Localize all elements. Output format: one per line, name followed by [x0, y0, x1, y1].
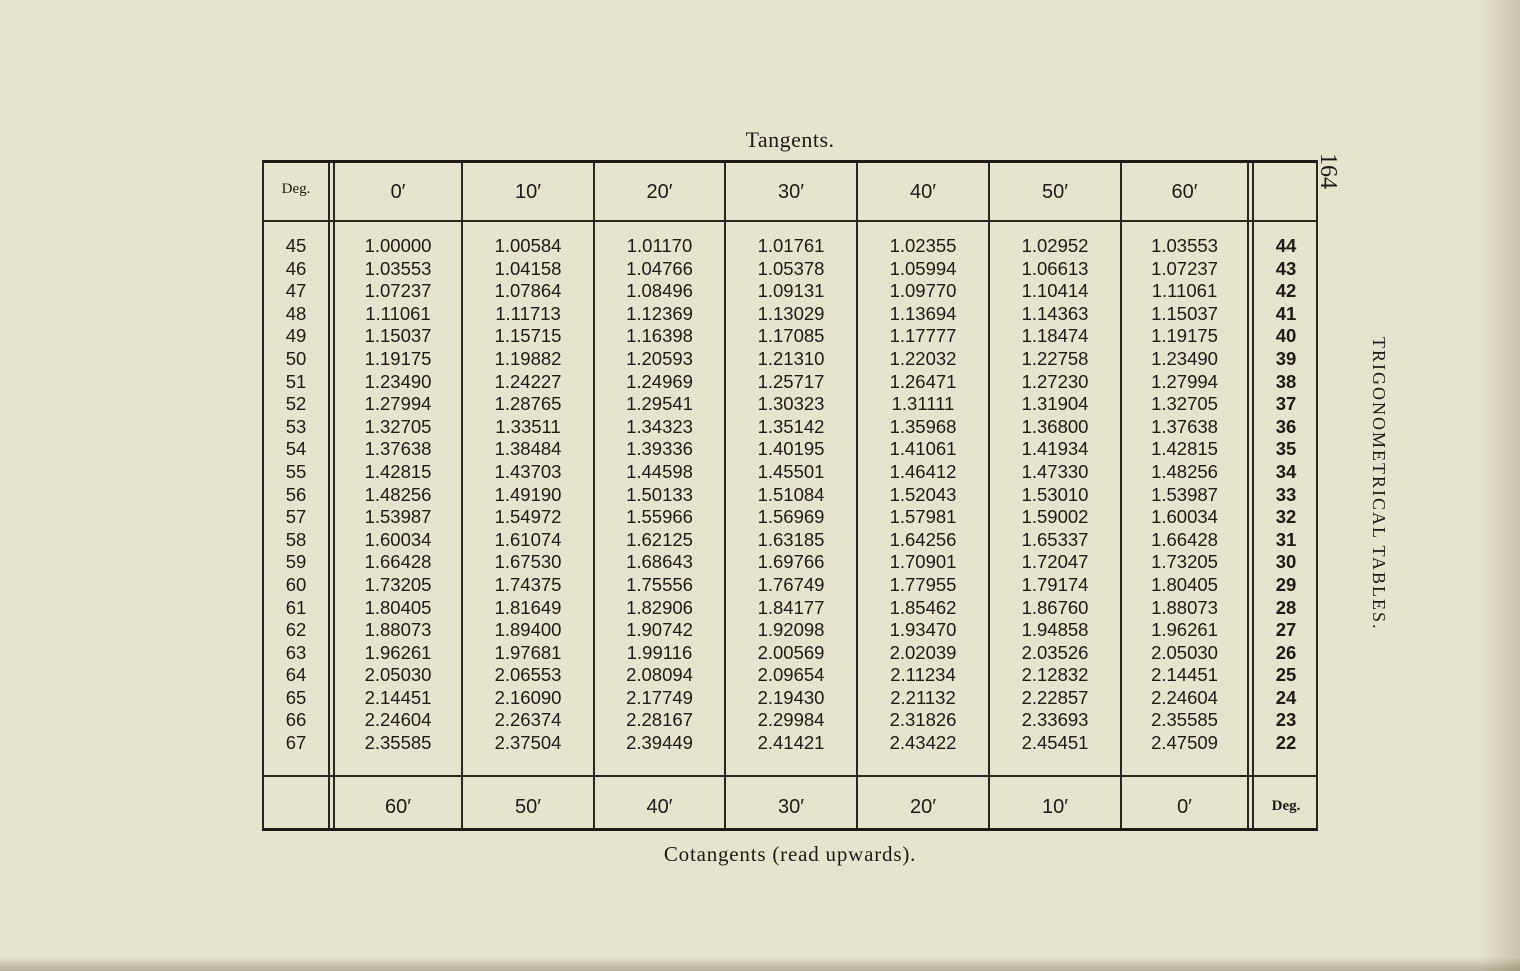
- table-cell: 1.15715: [494, 325, 562, 347]
- table-cell: 1.66428: [1151, 528, 1218, 550]
- table-cell: 1.93470: [889, 619, 957, 641]
- table-cell: 1.11061: [365, 302, 431, 324]
- table-cell: 1.23490: [364, 370, 432, 392]
- table-cell: 1.89400: [494, 619, 562, 641]
- table-cell: 1.42815: [364, 460, 432, 482]
- table-cell: 2.33693: [1021, 709, 1089, 731]
- table-cell: 1.27230: [1021, 370, 1089, 392]
- table-cell: 1.24227: [494, 370, 562, 392]
- table-cell: 1.19882: [494, 347, 562, 369]
- table-cell: 1.88073: [1151, 596, 1218, 618]
- table-cell: 1.53010: [1021, 483, 1089, 505]
- table-cell: 1.94858: [1021, 619, 1089, 641]
- table-cell: 1.66428: [364, 551, 432, 573]
- header-minutes: 20′: [646, 181, 673, 203]
- table-cell: 63: [285, 641, 307, 663]
- table-cell: 27: [1275, 619, 1297, 641]
- table-cell: 1.16398: [626, 325, 693, 347]
- table-cell: 1.43703: [494, 460, 562, 482]
- table-cell: 1.08496: [626, 280, 693, 302]
- table-cell: 1.22032: [889, 347, 957, 369]
- table-cell: 1.48256: [364, 483, 432, 505]
- table-cell: 1.64256: [889, 528, 957, 550]
- table-cell: 1.68643: [626, 551, 693, 573]
- footer-minutes: 0′: [1177, 796, 1192, 818]
- table-cell: 54: [285, 438, 307, 460]
- footer-deg-label: Deg.: [1271, 798, 1301, 814]
- page-edge-shadow: [1480, 0, 1520, 971]
- table-cell: 1.35142: [757, 415, 825, 437]
- footer-minutes: 20′: [910, 796, 936, 818]
- table-cell: 2.19430: [757, 686, 825, 708]
- table-cell: 2.03526: [1021, 641, 1089, 663]
- table-cell: 1.18474: [1021, 325, 1089, 347]
- table-cell: 1.05994: [889, 257, 957, 279]
- table-cell: 1.53987: [364, 506, 432, 528]
- table-cell: 1.86760: [1021, 596, 1089, 618]
- table-cell: 1.00000: [364, 235, 432, 256]
- table-cell: 1.37638: [1151, 415, 1218, 437]
- table-cell: 29: [1275, 573, 1297, 595]
- table-cell: 1.62125: [626, 528, 693, 550]
- table-cell: 64: [285, 664, 307, 686]
- footer-minutes: 40′: [646, 796, 673, 818]
- table-cell: 1.49190: [494, 483, 562, 505]
- table-cell: 30: [1275, 551, 1297, 573]
- table-cell: 2.14451: [364, 686, 432, 708]
- table-cell: 1.03553: [364, 257, 432, 279]
- table-cell: 1.70901: [889, 551, 957, 573]
- table-cell: 41: [1275, 302, 1297, 324]
- table-cell: 1.97681: [494, 641, 562, 663]
- table-cell: 50: [285, 347, 307, 369]
- table-cell: 1.44598: [626, 460, 693, 482]
- table-cell: 1.42815: [1151, 438, 1218, 460]
- table-cell: 1.23490: [1151, 347, 1218, 369]
- footer-minutes: 10′: [1042, 796, 1068, 818]
- table-cell: 1.19175: [1151, 325, 1218, 347]
- table-cell: 1.02952: [1021, 235, 1089, 256]
- table-cell: 53: [285, 415, 307, 437]
- table-cell: 2.16090: [494, 686, 562, 708]
- table-cell: 1.07237: [1151, 257, 1218, 279]
- table-cell: 2.22857: [1021, 686, 1089, 708]
- table-cell: 2.45451: [1021, 732, 1089, 754]
- table-cell: 2.05030: [364, 664, 432, 686]
- header-minutes: 0′: [390, 181, 406, 203]
- table-cell: 1.50133: [626, 483, 693, 505]
- table-cell: 1.41934: [1021, 438, 1089, 460]
- table-cell: 38: [1275, 370, 1297, 392]
- table-cell: 1.36800: [1021, 415, 1089, 437]
- footer-minutes: 30′: [778, 796, 804, 818]
- table-cell: 1.48256: [1151, 460, 1218, 482]
- table-cell: 2.29984: [757, 709, 825, 731]
- table-cell: 1.80405: [1151, 573, 1218, 595]
- table-cell: 1.82906: [626, 596, 693, 618]
- table-cell: 1.45501: [757, 460, 825, 482]
- table-cell: 2.05030: [1151, 641, 1218, 663]
- table-cell: 1.56969: [757, 506, 825, 528]
- table-cell: 1.41061: [889, 438, 957, 460]
- table-cell: 1.35968: [889, 415, 957, 437]
- table-cell: 2.24604: [1151, 686, 1218, 708]
- table-cell: 1.07237: [364, 280, 432, 302]
- table-cell: 1.33511: [495, 415, 561, 437]
- table-cell: 1.54972: [494, 506, 562, 528]
- table-cell: 1.73205: [1151, 551, 1218, 573]
- value-column-30: [726, 235, 856, 755]
- table-cell: 49: [285, 325, 307, 347]
- table-cell: 1.73205: [364, 573, 432, 595]
- table-cell: 1.21310: [757, 347, 825, 369]
- table-cell: 33: [1275, 483, 1297, 505]
- table-cell: 1.03553: [1151, 235, 1218, 256]
- table-cell: 67: [285, 732, 307, 754]
- table-cell: 1.80405: [364, 596, 432, 618]
- value-column-20: [595, 235, 724, 755]
- table-cell: 1.13694: [889, 302, 957, 324]
- value-column-40: [858, 235, 988, 755]
- table-cell: 1.14363: [1021, 302, 1089, 324]
- table-cell: 1.60034: [1151, 506, 1218, 528]
- table-cell: 1.15037: [1151, 302, 1218, 324]
- table-cell: 1.51084: [757, 483, 825, 505]
- table-cell: 2.14451: [1151, 664, 1218, 686]
- table-cell: 2.35585: [364, 732, 432, 754]
- table-cell: 2.31826: [889, 709, 957, 731]
- table-cell: 1.32705: [1151, 393, 1218, 415]
- table-cell: 48: [285, 302, 307, 324]
- table-cell: 1.53987: [1151, 483, 1218, 505]
- table-cell: 1.05378: [757, 257, 825, 279]
- table-cell: 1.99116: [626, 641, 693, 663]
- table-cell: 60: [285, 573, 307, 595]
- table-cell: 58: [285, 528, 307, 550]
- table-cell: 28: [1275, 596, 1297, 618]
- header-minutes: 40′: [910, 181, 936, 203]
- running-head: TRIGONOMETRICAL TABLES.: [1369, 337, 1389, 631]
- table-cell: 1.01170: [626, 235, 693, 256]
- table-cell: 1.22758: [1021, 347, 1089, 369]
- page-bottom-shadow: [0, 957, 1520, 971]
- table-cell: 1.59002: [1021, 506, 1089, 528]
- value-column-0: [335, 235, 461, 755]
- table-cell: 1.09131: [757, 280, 825, 302]
- header-minutes: 10′: [515, 181, 541, 203]
- table-cell: 1.32705: [364, 415, 432, 437]
- table-cell: 1.13029: [757, 302, 825, 324]
- table-cell: 51: [285, 370, 307, 392]
- table-cell: 1.75556: [626, 573, 693, 595]
- value-column-50: [990, 235, 1120, 755]
- table-cell: 1.72047: [1021, 551, 1089, 573]
- table-cell: 2.28167: [626, 709, 693, 731]
- table-cell: 1.61074: [494, 528, 562, 550]
- header-deg-label: Deg.: [281, 181, 311, 197]
- table-cell: 1.90742: [626, 619, 693, 641]
- left-degree-column: [264, 235, 328, 755]
- table-cell: 1.31904: [1021, 393, 1089, 415]
- table-cell: 1.04158: [494, 257, 562, 279]
- table-cell: 1.11061: [1151, 280, 1218, 302]
- table-cell: 61: [285, 596, 307, 618]
- table-cell: 2.06553: [494, 664, 562, 686]
- table-cell: 2.39449: [626, 732, 693, 754]
- table-cell: 2.17749: [626, 686, 693, 708]
- table-cell: 1.07864: [494, 280, 562, 302]
- table-cell: 24: [1275, 686, 1297, 708]
- table-cell: 25: [1275, 664, 1297, 686]
- table-cell: 1.25717: [757, 370, 825, 392]
- table-cell: 1.09770: [889, 280, 957, 302]
- table-cell: 22: [1275, 732, 1297, 754]
- table-cell: 42: [1275, 280, 1297, 302]
- table-cell: 1.17085: [757, 325, 825, 347]
- page-number: 164: [1315, 153, 1341, 189]
- table-cell: 1.39336: [626, 438, 693, 460]
- table-cell: 1.02355: [889, 235, 957, 256]
- table-cell: 1.96261: [364, 641, 432, 663]
- table-cell: 46: [285, 257, 307, 279]
- table-cell: 47: [285, 280, 307, 302]
- table-cell: 1.37638: [364, 438, 432, 460]
- table-cell: 1.29541: [626, 393, 693, 415]
- table-cell: 1.01761: [757, 235, 825, 256]
- column-rule: [1247, 163, 1249, 828]
- table-cell: 1.60034: [364, 528, 432, 550]
- table-cell: 2.09654: [757, 664, 825, 686]
- table-cell: 57: [285, 506, 307, 528]
- table-cell: 1.15037: [364, 325, 432, 347]
- table-cell: 1.76749: [757, 573, 825, 595]
- table-cell: 2.35585: [1151, 709, 1218, 731]
- table-cell: 1.27994: [364, 393, 432, 415]
- table-cell: 1.77955: [889, 573, 957, 595]
- table-cell: 39: [1275, 347, 1297, 369]
- table-cell: 55: [285, 460, 307, 482]
- table-cell: 56: [285, 483, 307, 505]
- table-cell: 37: [1275, 393, 1297, 415]
- table-cell: 1.04766: [626, 257, 693, 279]
- table-cell: 2.21132: [890, 686, 956, 708]
- table-cell: 34: [1275, 460, 1297, 482]
- table-cell: 36: [1275, 415, 1297, 437]
- table-cell: 40: [1275, 325, 1297, 347]
- table-cell: 52: [285, 393, 307, 415]
- table-cell: 1.24969: [626, 370, 693, 392]
- table-cell: 35: [1275, 438, 1297, 460]
- table-cell: 1.12369: [626, 302, 693, 324]
- table-cell: 2.12832: [1021, 664, 1089, 686]
- table-cell: 2.11234: [890, 664, 956, 686]
- table-cell: 1.26471: [889, 370, 957, 392]
- table-cell: 1.84177: [757, 596, 825, 618]
- table-cell: 1.92098: [757, 619, 825, 641]
- table-cell: 2.08094: [626, 664, 693, 686]
- table-cell: 45: [285, 235, 307, 256]
- table-cell: 1.19175: [364, 347, 432, 369]
- table-cell: 1.28765: [494, 393, 562, 415]
- table-cell: 1.17777: [889, 325, 957, 347]
- table-cell: 1.46412: [889, 460, 957, 482]
- table-cell: 1.63185: [757, 528, 825, 550]
- table-cell: 1.31111: [891, 393, 955, 415]
- table-cell: 1.47330: [1021, 460, 1089, 482]
- table-cell: 1.96261: [1151, 619, 1218, 641]
- table-cell: 59: [285, 551, 307, 573]
- table-cell: 23: [1275, 709, 1297, 731]
- footer-minutes: 50′: [515, 796, 541, 818]
- table-cell: 1.67530: [494, 551, 562, 573]
- table-cell: 2.41421: [757, 732, 825, 754]
- table-cell: 2.37504: [494, 732, 562, 754]
- column-rule: [328, 163, 330, 828]
- table-cell: 43: [1275, 257, 1297, 279]
- header-minutes: 60′: [1171, 181, 1198, 203]
- table-cell: 26: [1275, 641, 1297, 663]
- header-divider: [264, 220, 1316, 222]
- table-cell: 2.26374: [494, 709, 562, 731]
- table-cell: 1.20593: [626, 347, 693, 369]
- table-cell: 1.81649: [494, 596, 562, 618]
- table-cell: 1.00584: [494, 235, 562, 256]
- table-cell: 62: [285, 619, 307, 641]
- table-cell: 1.06613: [1021, 257, 1089, 279]
- table-cell: 1.57981: [889, 506, 957, 528]
- table-title: Tangents.: [745, 127, 835, 152]
- table-cell: 1.27994: [1151, 370, 1218, 392]
- table-cell: 44: [1275, 235, 1297, 256]
- table-cell: 2.24604: [364, 709, 432, 731]
- header-minutes: 50′: [1042, 181, 1068, 203]
- table-cell: 1.40195: [757, 438, 825, 460]
- table-cell: 1.74375: [494, 573, 562, 595]
- table-cell: 2.47509: [1151, 732, 1218, 754]
- table-cell: 1.79174: [1021, 573, 1089, 595]
- table-cell: 1.55966: [626, 506, 693, 528]
- table-cell: 2.02039: [889, 641, 957, 663]
- table-subtitle: Cotangents (read upwards).: [663, 842, 917, 866]
- header-minutes: 30′: [778, 181, 804, 203]
- tangent-table: [262, 160, 1318, 831]
- table-cell: 1.65337: [1021, 528, 1089, 550]
- table-cell: 1.11713: [495, 302, 561, 324]
- table-cell: 65: [285, 686, 307, 708]
- right-degree-column: [1254, 235, 1318, 755]
- table-cell: 1.88073: [364, 619, 432, 641]
- table-cell: 1.69766: [757, 551, 825, 573]
- table-cell: 31: [1275, 528, 1297, 550]
- table-cell: 2.43422: [889, 732, 957, 754]
- footer-minutes: 60′: [385, 796, 411, 818]
- footer-divider: [264, 775, 1316, 777]
- value-column-10: [463, 235, 593, 755]
- table-cell: 1.38484: [494, 438, 562, 460]
- table-cell: 66: [285, 709, 307, 731]
- value-column-60: [1122, 235, 1247, 755]
- table-cell: 1.30323: [757, 393, 825, 415]
- table-cell: 2.00569: [757, 641, 825, 663]
- table-cell: 1.10414: [1021, 280, 1089, 302]
- table-cell: 1.52043: [889, 483, 957, 505]
- table-cell: 1.34323: [626, 415, 693, 437]
- table-cell: 32: [1275, 506, 1297, 528]
- table-cell: 1.85462: [889, 596, 957, 618]
